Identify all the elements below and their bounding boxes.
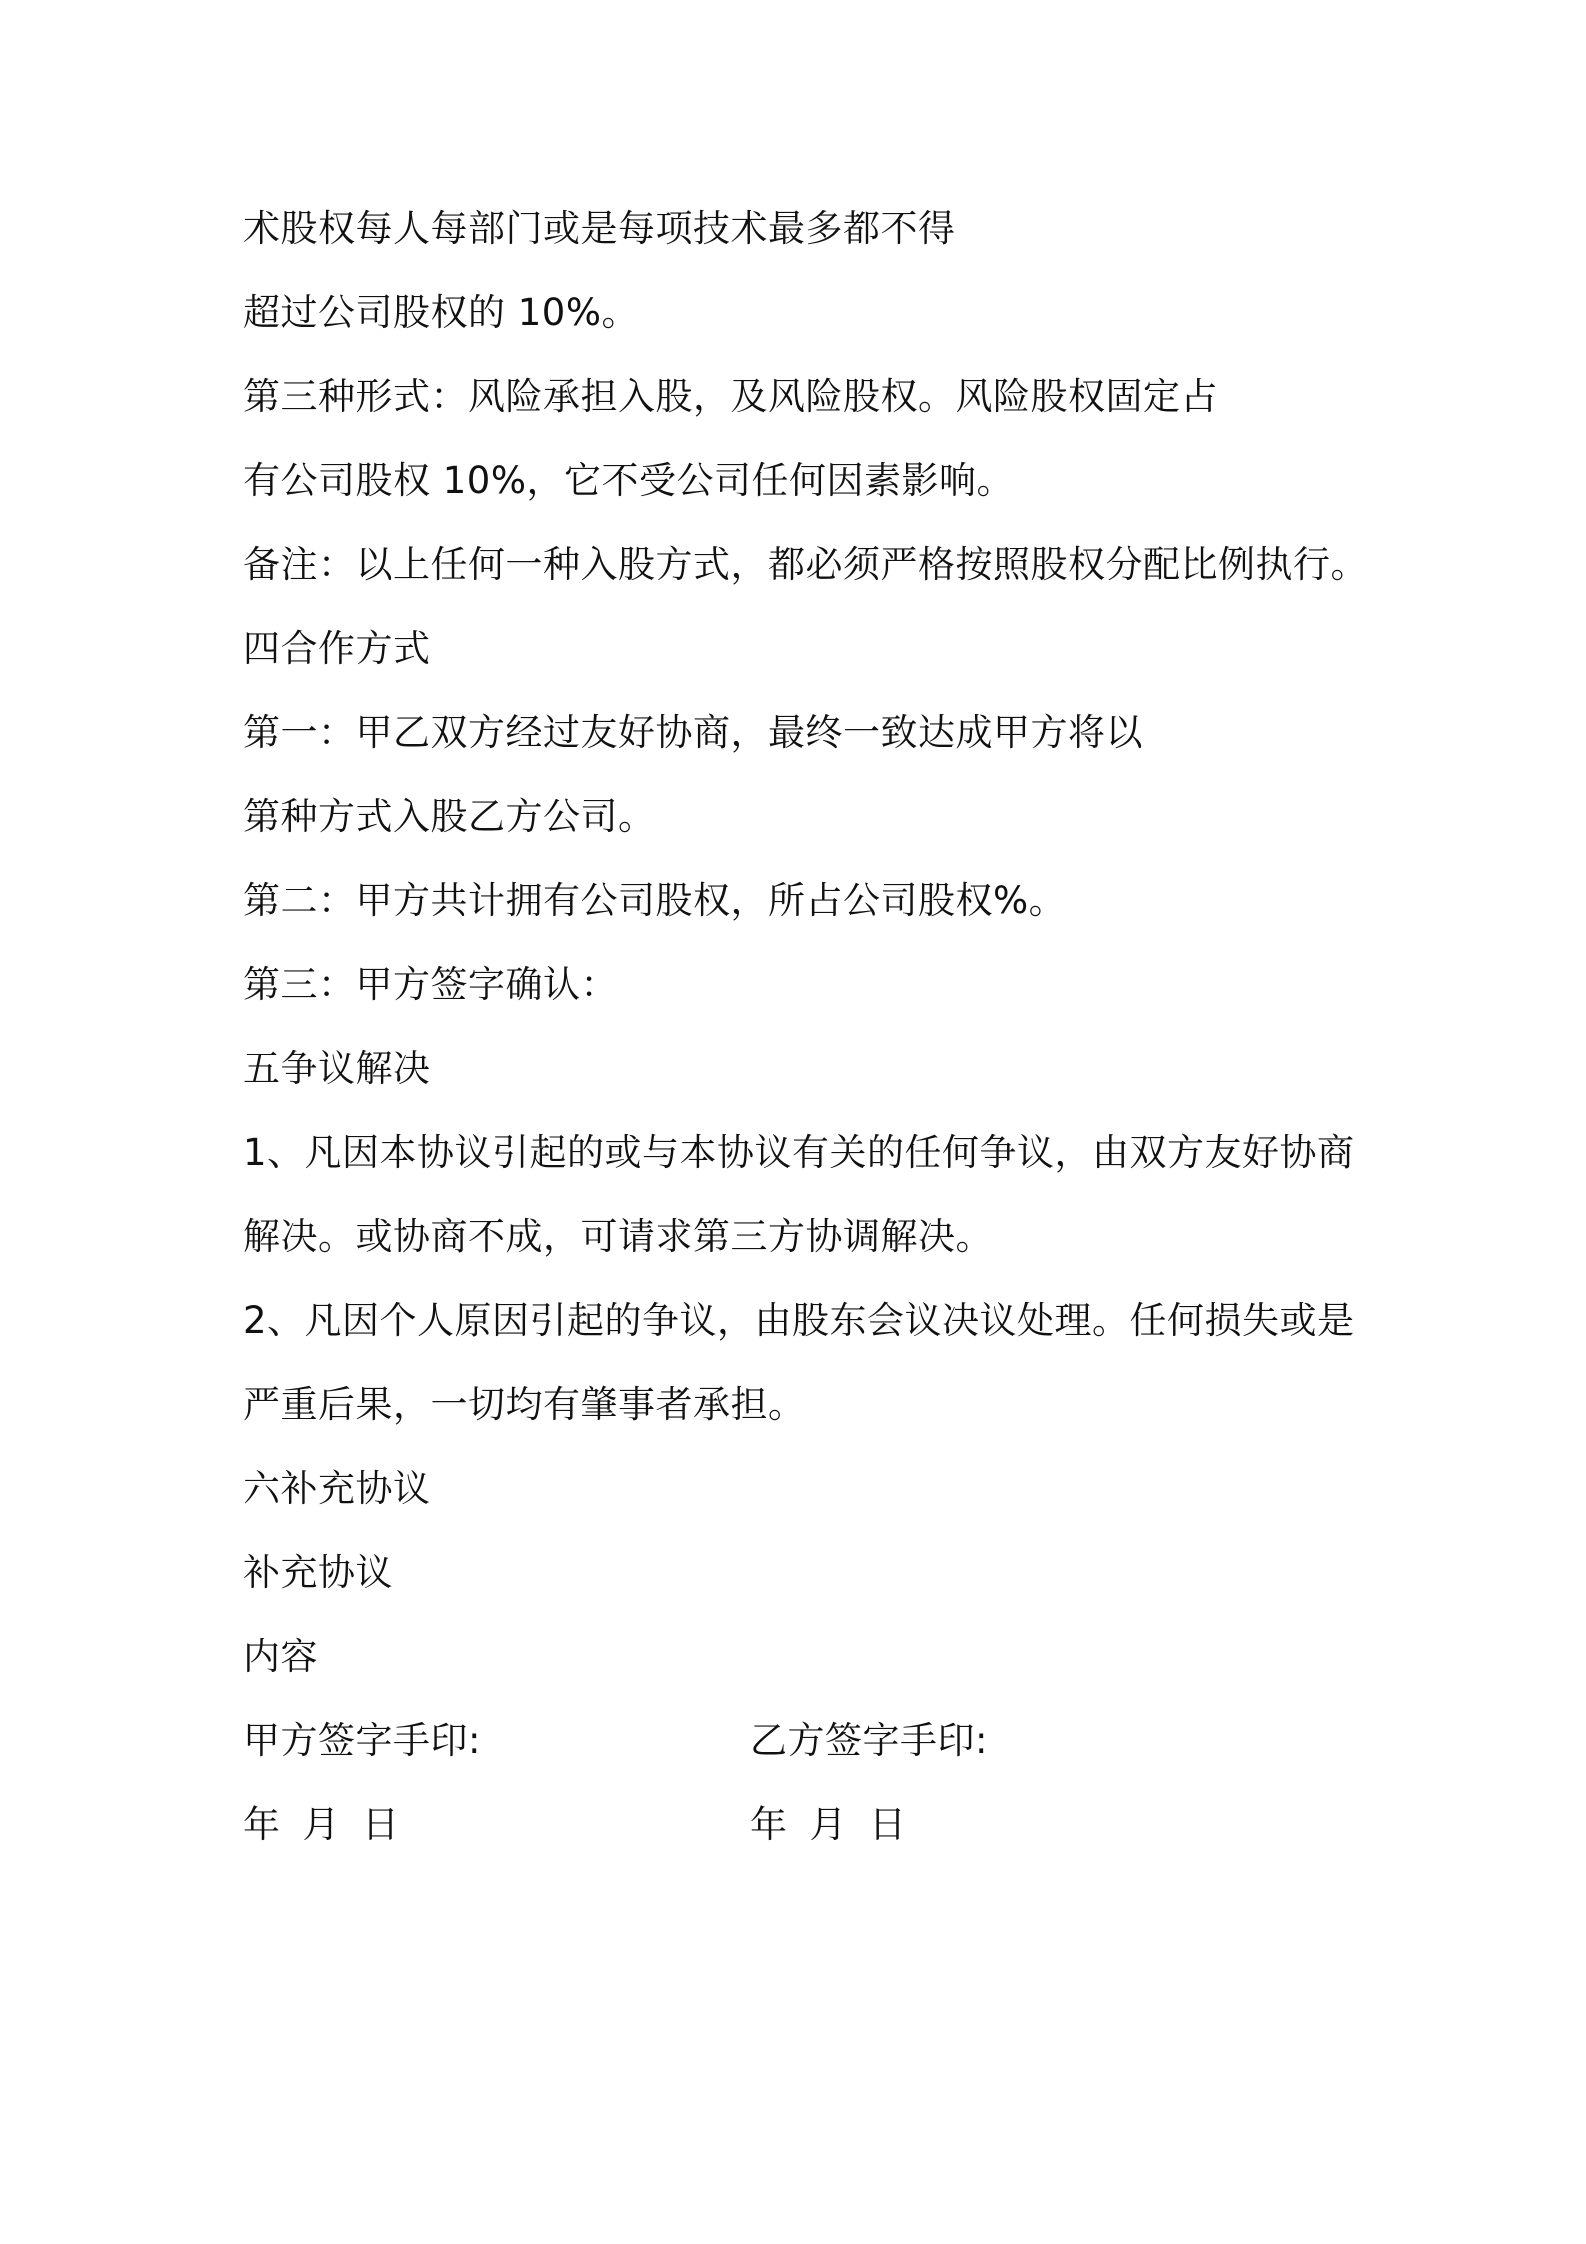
body-line: 第二：甲方共计拥有公司股权，所占公司股权%。 <box>243 879 1067 922</box>
body-line: 有公司股权 10%，它不受公司任何因素影响。 <box>243 459 1014 502</box>
note-line: 备注：以上任何一种入股方式，都必须严格按照股权分配比例执行。 <box>243 543 1368 586</box>
body-line: 术股权每人每部门或是每项技术最多都不得 <box>243 207 956 250</box>
month-label: 月 <box>809 1803 847 1846</box>
body-line: 解决。或协商不成，可请求第三方协调解决。 <box>243 1215 993 1258</box>
party-a-signature-label: 甲方签字手印: <box>243 1719 481 1762</box>
body-line: 严重后果，一切均有肇事者承担。 <box>243 1383 806 1426</box>
party-b-date <box>750 1801 907 1849</box>
party-b-signature-label: 乙方签字手印: <box>750 1719 988 1762</box>
day-label: 日 <box>869 1803 907 1846</box>
body-line: 补充协议 <box>243 1551 393 1594</box>
year-label: 年 <box>750 1803 788 1846</box>
body-line: 超过公司股权的 10%。 <box>243 291 639 334</box>
year-label: 年 <box>243 1803 281 1846</box>
body-line: 第一：甲乙双方经过友好协商，最终一致达成甲方将以 <box>243 711 1143 754</box>
body-line: 第三：甲方签字确认： <box>243 963 618 1006</box>
section-heading: 四合作方式 <box>243 627 431 670</box>
body-line: 内容 <box>243 1635 318 1678</box>
section-heading: 六补充协议 <box>243 1467 431 1510</box>
section-heading: 五争议解决 <box>243 1047 431 1090</box>
month-label: 月 <box>302 1803 340 1846</box>
body-line: 2、凡因个人原因引起的争议，由股东会议决议处理。任何损失或是 <box>243 1299 1355 1342</box>
party-a-date <box>243 1801 400 1849</box>
body-line: 1、凡因本协议引起的或与本协议有关的任何争议，由双方友好协商 <box>243 1131 1355 1174</box>
day-label: 日 <box>362 1803 400 1846</box>
body-line: 第种方式入股乙方公司。 <box>243 795 656 838</box>
body-line: 第三种形式：风险承担入股，及风险股权。风险股权固定占 <box>243 375 1218 418</box>
